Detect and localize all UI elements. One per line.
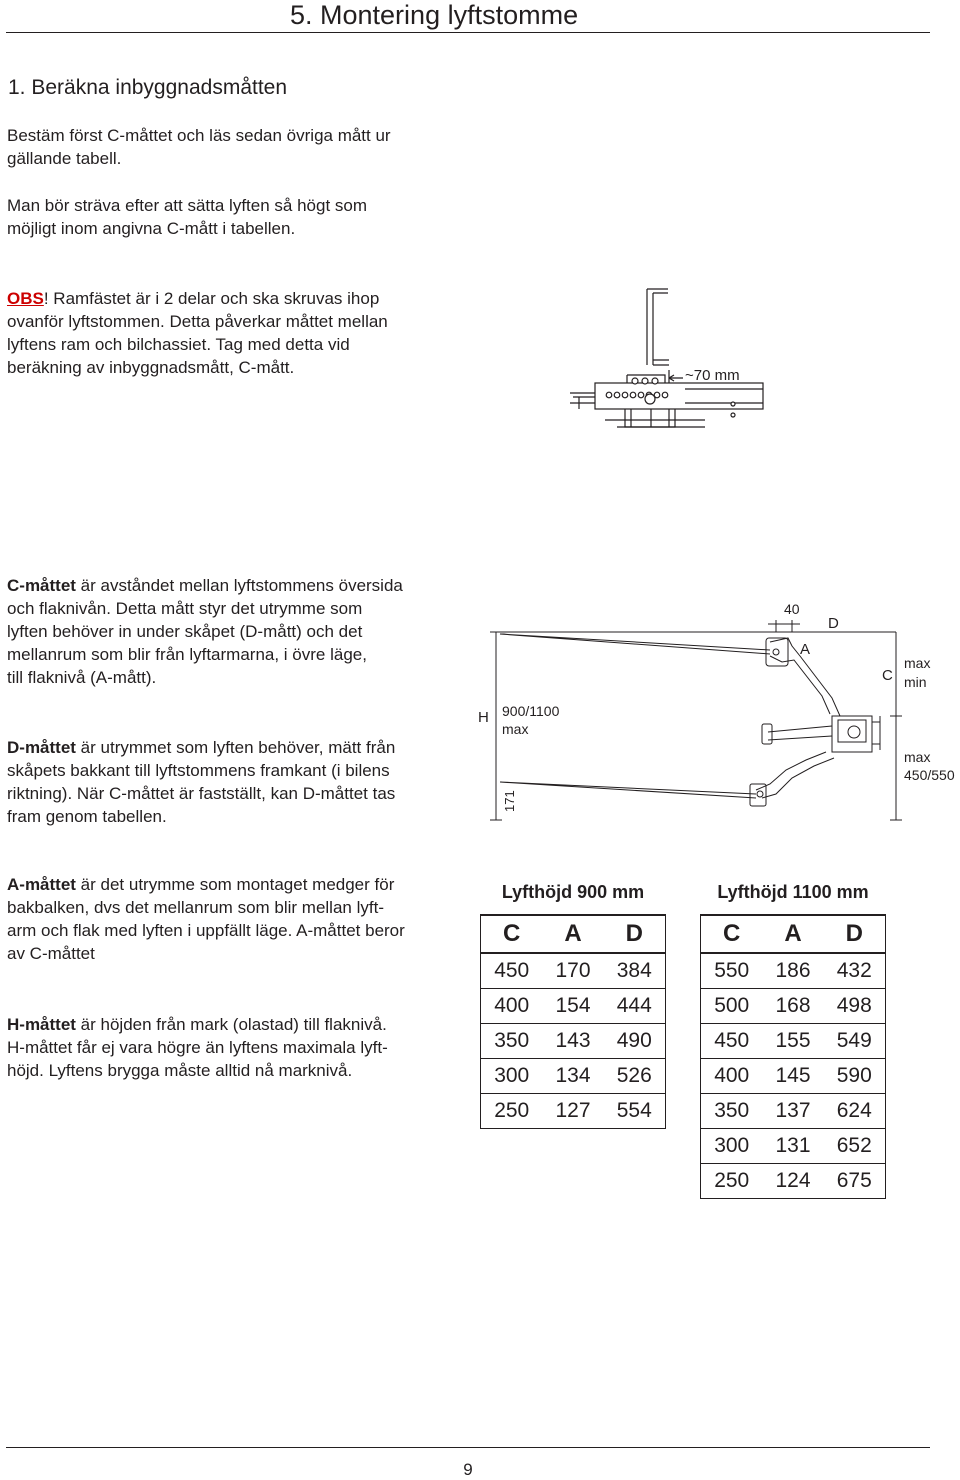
d-desc-text: är utrymmet som lyften behöver, mätt från <box>75 738 396 757</box>
obs-line: beräkning av inbyggnadsmått, C-mått. <box>7 358 295 377</box>
table-cell: 300 <box>701 1129 763 1164</box>
intro-line: Bestäm först C-måttet och läs sedan övriga mått ur <box>7 126 391 145</box>
c-max-label: max <box>904 655 931 671</box>
dim-a-label: A <box>800 641 811 658</box>
table-cell: 145 <box>762 1059 823 1094</box>
a-desc-line: bakbalken, dvs det mellanrum som blir mellan lyft- <box>7 898 384 917</box>
c-desc-line: mellanrum som blir från lyftarmarna, i övre läge, <box>7 645 367 664</box>
table-cell: 124 <box>762 1164 823 1199</box>
a-desc-line <box>7 873 477 896</box>
table-cell: 450 <box>701 1024 763 1059</box>
table-row <box>701 1164 886 1199</box>
table-row <box>701 1094 886 1129</box>
table-cell: 432 <box>824 953 886 989</box>
table-header-cell: A <box>762 915 823 953</box>
dim-h-label: H <box>478 709 489 726</box>
table-cell: 590 <box>824 1059 886 1094</box>
table-header-cell: D <box>824 915 886 953</box>
c-term: C-måttet <box>7 576 76 595</box>
table-cell: 450 <box>481 953 543 989</box>
c-desc-text: är avståndet mellan lyftstommens översida <box>75 576 403 595</box>
intro-line: möjligt inom angivna C-mått i tabellen. <box>7 219 296 238</box>
bracket-dimension-label: ~70 mm <box>685 367 740 384</box>
table-cell: 652 <box>824 1129 886 1164</box>
table-900-caption: Lyfthöjd 900 mm <box>501 882 645 902</box>
dim-d-label: D <box>828 615 839 632</box>
dim-40-label: 40 <box>784 601 800 617</box>
table-1100 <box>700 914 886 1199</box>
table-1100-caption: Lyfthöjd 1100 mm <box>717 882 869 902</box>
table-row <box>701 953 886 989</box>
a-desc-line: arm och flak med lyften i uppfällt läge. A-måttet beror <box>7 921 405 940</box>
table-cell: 384 <box>604 953 666 989</box>
table-row <box>701 1129 886 1164</box>
dim-171-label: 171 <box>502 790 517 812</box>
table-cell: 400 <box>481 989 543 1024</box>
table-cell: 550 <box>701 953 763 989</box>
h-desc-line <box>7 1013 477 1036</box>
h-description <box>7 1013 477 1082</box>
table-cell: 675 <box>824 1164 886 1199</box>
d-desc-line: riktning). När C-måttet är fastställt, kan D-måttet tas <box>7 784 396 803</box>
a-description <box>7 873 477 965</box>
table-cell: 498 <box>824 989 886 1024</box>
a-desc-line: av C-måttet <box>7 944 95 963</box>
table-row <box>481 1094 666 1129</box>
table-cell: 250 <box>701 1164 763 1199</box>
table-cell: 490 <box>604 1024 666 1059</box>
intro-text <box>7 124 477 379</box>
intro-line: gällande tabell. <box>7 149 122 168</box>
d-desc-line: fram genom tabellen. <box>7 807 167 826</box>
table-cell: 168 <box>762 989 823 1024</box>
table-row <box>481 1059 666 1094</box>
d-term: D-måttet <box>7 738 76 757</box>
table-cell: 526 <box>604 1059 666 1094</box>
table-cell: 137 <box>762 1094 823 1129</box>
table-cell: 500 <box>701 989 763 1024</box>
page-number: 9 <box>463 1460 473 1479</box>
section-heading: 1. Beräkna inbyggnadsmåtten <box>8 76 288 99</box>
bottom-max-label: max <box>904 749 931 765</box>
table-cell: 143 <box>542 1024 603 1059</box>
obs-line: ovanför lyftstommen. Detta påverkar måttet mellan <box>7 312 388 331</box>
table-header-cell: C <box>481 915 543 953</box>
table-cell: 186 <box>762 953 823 989</box>
table-900 <box>480 914 666 1129</box>
footer-rule <box>6 1447 930 1448</box>
table-cell: 300 <box>481 1059 543 1094</box>
c-desc-line: och flaknivån. Detta mått styr det utrymme som <box>7 599 363 618</box>
table-header-cell: D <box>604 915 666 953</box>
table-header-cell: A <box>542 915 603 953</box>
table-row <box>701 1024 886 1059</box>
h-desc-line: H-måttet får ej vara högre än lyftens maximala lyft- <box>7 1038 388 1057</box>
h-max-label: max <box>502 721 529 737</box>
a-desc-text: är det utrymme som montaget medger för <box>75 875 395 894</box>
dim-c-label: C <box>882 667 893 684</box>
h-desc-line: höjd. Lyftens brygga måste alltid nå marknivå. <box>7 1061 353 1080</box>
obs-label: OBS <box>7 289 44 308</box>
table-cell: 624 <box>824 1094 886 1129</box>
table-cell: 170 <box>542 953 603 989</box>
obs-text: ! Ramfästet är i 2 delar och ska skruvas ihop <box>43 289 380 308</box>
table-cell: 155 <box>762 1024 823 1059</box>
c-min-label: min <box>904 674 927 690</box>
h-range-label: 900/1100 <box>502 703 560 719</box>
table-cell: 134 <box>542 1059 603 1094</box>
table-cell: 554 <box>604 1094 666 1129</box>
table-cell: 350 <box>481 1024 543 1059</box>
a-term: A-måttet <box>7 875 76 894</box>
table-row <box>701 1059 886 1094</box>
table-cell: 127 <box>542 1094 603 1129</box>
lift-dimension-figure <box>470 598 958 828</box>
table-cell: 400 <box>701 1059 763 1094</box>
obs-line: lyftens ram och bilchassiet. Tag med detta vid <box>7 335 350 354</box>
table-row <box>701 989 886 1024</box>
c-description <box>7 574 477 689</box>
table-cell: 250 <box>481 1094 543 1129</box>
table-row <box>481 953 666 989</box>
table-cell: 154 <box>542 989 603 1024</box>
table-cell: 131 <box>762 1129 823 1164</box>
table-cell: 549 <box>824 1024 886 1059</box>
table-cell: 444 <box>604 989 666 1024</box>
h-desc-text: är höjden från mark (olastad) till flaknivå. <box>75 1015 387 1034</box>
d-description <box>7 736 477 828</box>
table-row <box>481 989 666 1024</box>
h-term: H-måttet <box>7 1015 76 1034</box>
obs-line <box>7 287 477 310</box>
d-desc-line <box>7 736 477 759</box>
bracket-figure <box>565 285 775 435</box>
table-cell: 350 <box>701 1094 763 1129</box>
intro-line: Man bör sträva efter att sätta lyften så högt som <box>7 196 368 215</box>
bottom-range-label: 450/550 <box>904 767 955 783</box>
c-desc-line: lyften behöver in under skåpet (D-mått) och det <box>7 622 363 641</box>
table-row <box>481 1024 666 1059</box>
header-rule <box>6 32 930 33</box>
table-header-row <box>701 915 886 953</box>
page-header-title: 5. Montering lyftstomme <box>290 0 579 30</box>
c-desc-line <box>7 574 477 597</box>
d-desc-line: skåpets bakkant till lyftstommens framkant (i bilens <box>7 761 390 780</box>
table-header-row <box>481 915 666 953</box>
table-header-cell: C <box>701 915 763 953</box>
c-desc-line: till flaknivå (A-mått). <box>7 668 157 687</box>
